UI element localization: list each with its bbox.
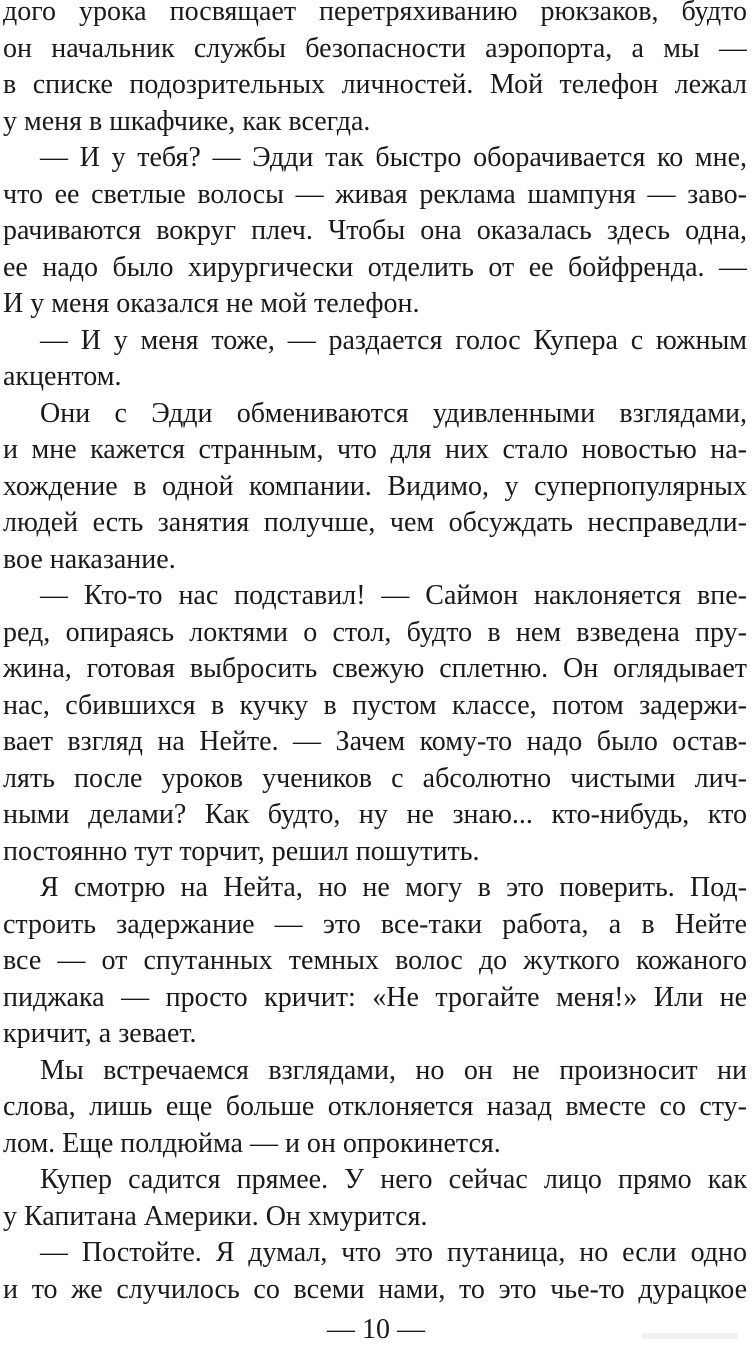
text-line: ее надо было хирургически отделить от ее бойфренда. — (3, 255, 747, 283)
text-line: пиджака — просто кричит: «Не трогайте меня!» Или не (3, 985, 747, 1013)
text-line: — Кто-то нас подставил! — Саймон наклоняется впе- (40, 584, 747, 611)
text-line: лять после уроков учеников с абсолютно чистыми лич- (3, 766, 747, 794)
text-line: и то же случилось со всеми нами, то это чье-то дурацкое (3, 1277, 747, 1305)
text-line: строить задержание — это все-таки работа, а в Нейте (3, 912, 747, 940)
text-line: дого урока посвящает перетряхиванию рюкзаков, будто (3, 0, 747, 27)
text-line: И у меня оказался не мой телефон. (3, 292, 420, 319)
text-line: Я смотрю на Нейта, но не могу в это поверить. Под- (40, 876, 747, 903)
text-line: акцентом. (3, 365, 122, 392)
text-line: он начальник службы безопасности аэропорта, а мы — (3, 36, 747, 64)
text-line: лом. Еще полдюйма — и он опрокинется. (3, 1131, 501, 1159)
text-line: Купер садится прямее. У него сейчас лицо прямо как (40, 1168, 747, 1195)
text-line: — Постойте. Я думал, что это путаница, но если одно (40, 1241, 747, 1268)
text-line: постоянно тут торчит, решил пошутить. (3, 839, 480, 867)
text-line: нас, сбившихся в кучку в пустом классе, потом задержи- (3, 693, 747, 721)
text-line: ными делами? Как будто, ну не знаю... кто-нибудь, кто (3, 803, 747, 830)
text-line: что ее светлые волосы — живая реклама шампуня — заво- (3, 182, 747, 210)
text-body (3, 0, 747, 1314)
text-line: у меня в шкафчике, как всегда. (3, 109, 371, 137)
text-line: Они с Эдди обмениваются удивленными взглядами, (40, 401, 747, 429)
text-line: рачиваются вокруг плеч. Чтобы она оказалась здесь одна, (3, 219, 747, 246)
text-line: и мне кажется странным, что для них стало новостью на- (3, 438, 747, 465)
text-line: людей есть занятия получше, чем обсуждать несправедли- (3, 511, 747, 538)
text-line: — И у меня тоже, — раздается голос Купера с южным (40, 328, 747, 356)
page-edge-shadow (642, 1333, 738, 1339)
text-line: ред, опираясь локтями о стол, будто в нем взведена пру- (3, 620, 747, 648)
text-line: жина, готовая выбросить свежую сплетню. Он оглядывает (3, 657, 747, 684)
text-line: кричит, а зевает. (3, 1022, 197, 1049)
text-line: слова, лишь еще больше отклоняется назад вместе со сту- (3, 1095, 747, 1122)
text-line: у Капитана Америки. Он хмурится. (3, 1204, 428, 1232)
text-line: в списке подозрительных личностей. Мой телефон лежал (3, 73, 747, 100)
text-line: Мы встречаемся взглядами, но он не произносит ни (40, 1058, 747, 1086)
text-line: — И у тебя? — Эдди так быстро оборачивается ко мне, (40, 146, 747, 173)
text-line: вает взгляд на Нейте. — Зачем кому-то надо было остав- (3, 730, 747, 757)
text-line: вое наказание. (3, 547, 176, 575)
text-line: хождение в одной компании. Видимо, у суперпопулярных (3, 474, 747, 502)
page-number: — 10 — (327, 1314, 425, 1345)
text-line: все — от спутанных темных волос до жуткого кожаного (3, 949, 747, 976)
